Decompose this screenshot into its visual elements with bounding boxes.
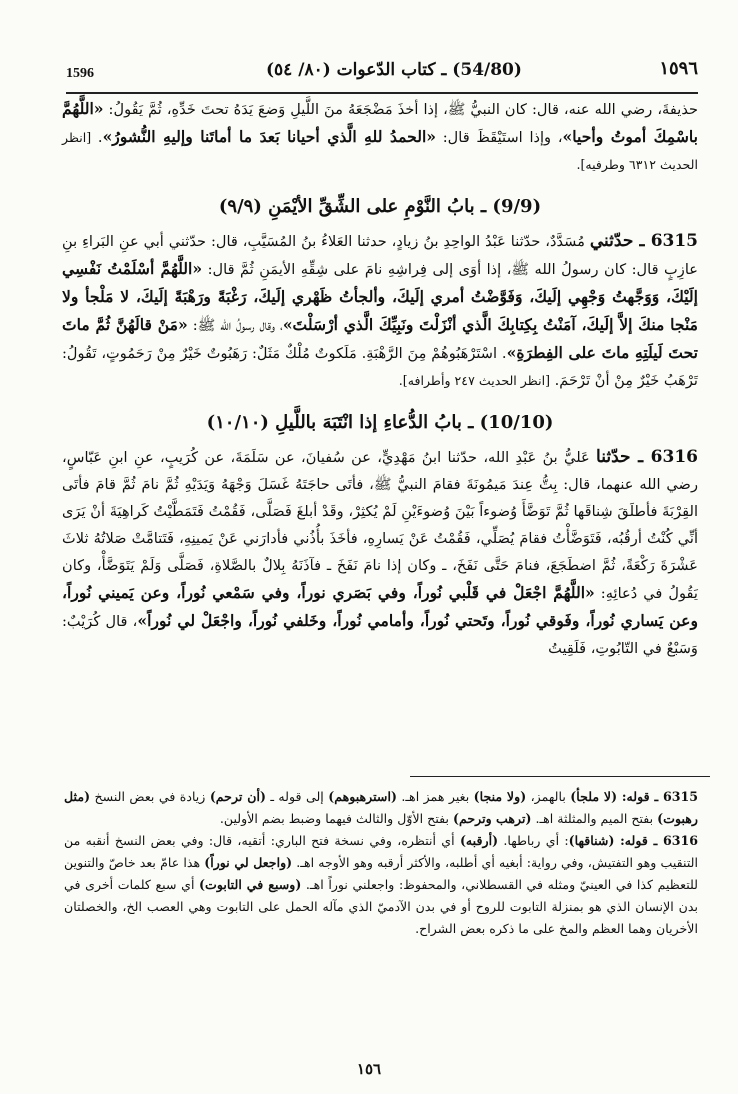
bottom-page-number: ١٥٦ [356,1060,382,1078]
fn-6316-h: أي سبع كلمات أخرى في بدن الإنسان الذي هو بمنزلة التابوت للروح أو في بدن الآدميّ الذي مآله الحمل على التابوت وهي العصب الخ، والخصلتان الأخريان وهما العظم والمخ على ما ذكره بعض الشراح. [64,877,698,936]
fn-6316-c: (أرقبه) [459,833,499,848]
fn-6315-i: (مثل رهبوت) [64,789,698,826]
fn-6315-c: (ولا منجا) [473,789,527,804]
hadith-number-6316: 6316 ـ حدّثنا [596,447,698,467]
fn-6315-num: 6315 ـ قوله: [617,789,698,804]
page-number-latin: 1596 [66,66,94,81]
intro-paragraph [62,95,698,178]
running-header [66,52,698,94]
page-number-arabic: ١٥٩٦ [659,58,698,79]
intro-dua-2: «الحمدُ للهِ الَّذي أحيانا بَعدَ ما أماتَنا وإليهِ النُّشورُ» [102,127,437,146]
hadith-6315-reference: [انظر الحديث ٢٤٧ وأطرافه]. [398,373,550,388]
footnote-6315 [64,786,698,830]
fn-6316-d: أي أنتظره، وفي نسخة فتح الباري: أتقيه، قال: وفي بعض النسخ أنقبه من التنقيب وهو التفتيش، وفي رواية: أبغيه أي أطلبه، والأكثر أرقبه وهو الأوجه اهـ. [64,833,698,870]
fn-6316-b: : أي رباطها. [498,833,569,848]
fn-6316-num: 6316 ـ قوله: [614,833,699,848]
fn-6315-e: (استرهبوهم) [328,789,397,804]
fn-6315-g: (أن ترحم) [209,789,266,804]
hadith-6315-text-3: . اسْتَرْهَبُوهُمْ مِنَ الرَّهْبَةِ. مَلَكوتٌ مُلْكٌ مَثَلٌ: رَهَبُوتٌ خَيْرٌ مِنْ رَحَمُوتٍ، تَقُولُ: تَرْهَبُ خَيْرٌ مِنْ أنْ تَرْحَمَ. [62,345,698,389]
intro-text-2: ، وإذا استَيْقَظَ قال: [436,129,563,146]
fn-6315-h: زيادة في بعض النسخ [90,789,210,804]
fn-6315-l: بفتح الأوّل والثالث فيهما وضبط بضم الأولين. [219,811,453,826]
hadith-6315-dua-1: «اللَّهُمَّ أسْلَمْتُ نَفْسِي إلَيْكَ، وَوَجَّهتُ وَجْهِي إلَيكَ، وَفَوَّضْتُ أمري إلَيكَ، وألجأتُ ظَهْري إلَيكَ، رَغْبَةً ورَهْبَةً إلَيكَ، لا مَلْجأ ولا مَنْجا منكَ إلاَّ إلَيكَ، آمَنْتُ بِكِتابِكَ الَّذي أنْزَلْتَ ونَبِيِّكَ الَّذي أرْسَلْتَ» [62,259,698,334]
hadith-number-6315: 6315 ـ حدّثني [589,231,699,251]
fn-6315-f: إلى قوله ـ [265,789,329,804]
hadith-6316-text-2: ، قال كُرَيْبٌ: وَسَبْعٌ في التّابُوتِ، فَلَقِيتُ [62,613,698,657]
fn-6315-k: (ترهب وترحم) [453,811,532,826]
intro-text-1: حذيفةَ، رضي الله عنه، قال: كان النبيُّ ﷺ، إذا أخذَ مَضْجَعَهُ منَ اللَّيلِ وَضعَ يَدَهُ تحتَ خَدِّهِ، ثُمَّ يَقُولُ: [103,101,698,118]
footnotes [64,786,698,940]
chapter-heading-9: (9/9) ـ بابُ النَّوْمِ على الشِّقِّ الأيْمَنِ (٩/٩) [218,196,542,217]
running-title: (54/80) ـ كتاب الدّعوات (٨٠/ ٥٤) [266,60,522,80]
footnote-6316 [64,830,698,940]
fn-6315-d: بغير همز اهـ. [396,789,474,804]
hadith-6315-text-1: مُسَدَّدٌ، حدّثنا عَبْدُ الواحِدِ بنُ زيادٍ، حدثنا العَلاءُ بنُ المُسَيَّبِ، قال: حدّثني أبي عنِ البَراءِ بنِ عازِبٍ قال: كان رسولُ الله ﷺ، إذا أوَى إلى فِراشِهِ نامَ على شِقِّهِ الأيمَنِ ثُمَّ قال: [62,233,698,278]
intro-reference: [انظر الحديث ٦٣١٢ وطرفيه]. [62,130,698,172]
fn-6316-a: (شناقها) [568,833,615,848]
hadith-6316-dua: «اللَّهُمَّ اجْعَلْ في قَلْبي نُوراً، وفي بَصَري نوراً، وفي سَمْعي نُوراً، وعن يَميني نُوراً، وعن يَساري نُوراً، وفَوقي نُوراً، وتَحتي نُوراً، وأمامي نُوراً، وخَلفي نُوراً، واجْعَلْ لي نُوراً» [62,583,699,630]
hadith-6316 [62,444,698,662]
intro-dua-1: «اللَّهُمَّ باسْمِكَ أموتُ وأحيا» [62,99,698,146]
hadith-6315-dua-2: «مَنْ قالَهُنَّ ثُمَّ ماتَ تحتَ لَيلَتِهِ ماتَ على الفِطرَةِ» [62,315,698,362]
fn-6315-j: بفتح الميم والمثلثة اهـ. [531,811,658,826]
fn-6315-b: بالهمز، [526,789,571,804]
chapter-heading-10: (10/10) ـ بابُ الدُّعاءِ إذا انْتَبَهَ باللَّيلِ (١٠/١٠) [206,412,554,433]
hadith-6315-text-2: ، وقال رسولُ الله ﷺ: [187,317,283,334]
fn-6316-e: (واجعل لي نوراً) [204,855,293,870]
intro-text-3: . [91,129,103,146]
main-text [62,95,698,662]
hadith-6316-text-1: عَليُّ بنُ عَبْدِ الله، حدّثنا ابنُ مَهْدِيٍّ، عن سُفيانَ، عن سَلَمَةَ، عن كُرَيبٍ، عنِ ابنِ عَبّاسٍ، رضي الله عنهما، قال: بِتُّ عِندَ مَيمُونَةَ فقامَ النبيُّ ﷺ، فأتَى حاجَتَهُ غَسَلَ وَجْهَهُ وَيَدَيْهِ ثُمَّ نامَ ثُمَّ قامَ فأتَى القِرْبَةَ فأطلَقَ شِناقَها ثُمَّ تَوَضَّأَ وُضوءاً بَيْنَ وُضوءَيْنِ لَمْ يُكثِرْ، وقَدْ أبلغَ فَصَلَّى، فَقُمْتُ فَتَمَطَّيْتُ كَراهِيَةَ أنْ يَرَى أنِّي كُنْتُ أرقُبُه، فَتَوَضَّأْتُ فقامَ يُصَلِّي، فَقُمْتُ عَنْ يَسارِهِ، فأخَذَ بأُذُني فأدارَني عَنْ يَمينِهِ، فَتَتامَّتْ صَلاتُهُ ثلاثَ عَشْرَةَ رَكْعَةً، ثُمَّ اضطَجَعَ، فنامَ حَتَّى نَفَخَ، ـ وكان إذا نامَ نَفَخَ ـ فآذَنَهُ بِلالٌ بالصَّلاةِ، فَصَلَّى وَلَمْ يَتَوَضَّأْ، وكان يَقُولُ في دُعائِهِ: [62,449,698,602]
fn-6316-f: هذا عامّ بعد خاصّ والتنوين للتعظيم كذا في العينيّ ومثله في القسطلاني، والمحفوظ: واجعلني نوراً اهـ. [64,855,698,892]
fn-6316-g: (وسبع في التابوت) [199,877,302,892]
hadith-6315 [62,228,698,394]
footnote-divider [410,776,710,777]
fn-6315-a: (لا ملجأ) [570,789,618,804]
